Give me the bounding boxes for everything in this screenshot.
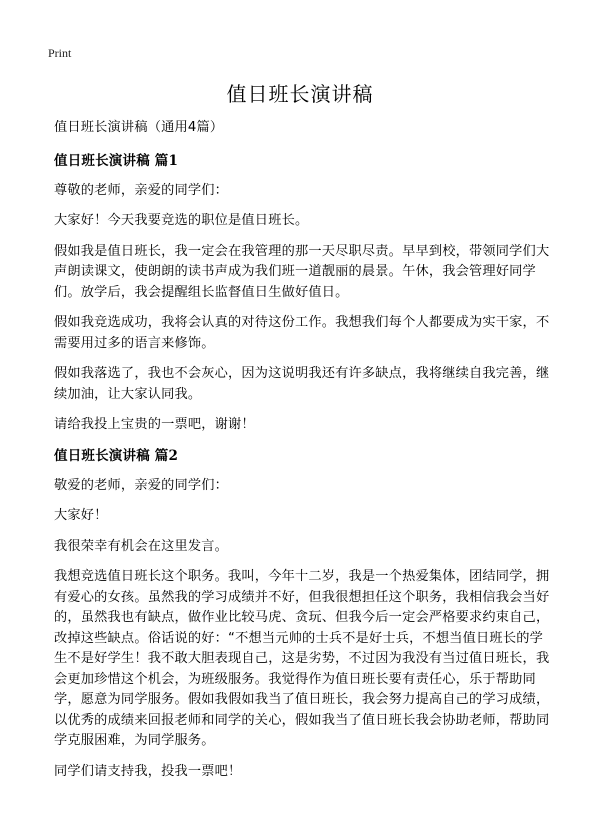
paragraph-greeting: 尊敬的老师，亲爱的同学们： [54, 182, 229, 198]
paragraph: 我想竞选值日班长这个职务。我叫，今年十二岁，我是一个热爱集体，团结同学，拥有爱心的女孩。虽然我的学习成绩并不好，但我很想担任这个职务，我相信我会当好的，虽然我也有缺点，做作业比较马虎、贪玩、但我今后一定会严格要求约束自己，改掉这些缺点。俗话说的好：“不想当元帅的士兵不是好士兵，不想当值日班长的学生不是好学生！我不敢大胆表现自己，这是劣势，不过因为我没有当过值日班长，我会更加珍惜这个机会，为班级服务。我觉得作为值日班长要有责任心，乐于帮助同学，愿意为同学服务。假如我假如我当了值日班长，我会努力提高自己的学习成绩，以优秀的成绩来回报老师和同学的关心，假如我当了值日班长我会协助老师，帮助同学克服困难，为同学服务。 [54, 569, 550, 748]
section-heading: 值日班长演讲稿 篇1 [54, 152, 179, 169]
paragraph-closing: 请给我投上宝贵的一票吧，谢谢！ [54, 417, 255, 432]
paragraph: 大家好！今天我要竞选的职位是值日班长。 [54, 213, 309, 228]
print-label: Print [48, 46, 72, 60]
section-heading: 值日班长演讲稿 篇2 [54, 447, 179, 464]
speech-section-1 [54, 151, 554, 436]
paragraph: 我很荣幸有机会在这里发言。 [54, 538, 229, 554]
paragraph: 大家好！ [54, 508, 108, 523]
document-body [54, 118, 554, 792]
paragraph-greeting: 敬爱的老师，亲爱的同学们： [54, 477, 229, 493]
document-title: 值日班长演讲稿 [226, 82, 374, 106]
paragraph-closing: 同学们请支持我，投我一票吧！ [54, 763, 242, 779]
paragraph: 假如我竞选成功，我将会认真的对待这份工作。我想我们每个人都要成为实干家，不需要用过多的语言来修饰。 [54, 315, 550, 351]
document-subtitle: 值日班长演讲稿（通用4篇） [54, 120, 224, 135]
paragraph: 假如我是值日班长，我一定会在我管理的那一天尽职尽责。早早到校，带领同学们大声朗读课文，使朗朗的读书声成为我们班一道靓丽的晨景。午休，我会管理好同学们。放学后，我会提醒组长监督值日生做好值日。 [54, 243, 550, 300]
paragraph: 假如我落选了，我也不会灰心，因为这说明我还有许多缺点，我将继续自我完善，继续加油，让大家认同我。 [54, 366, 550, 402]
speech-section-2 [54, 446, 554, 783]
